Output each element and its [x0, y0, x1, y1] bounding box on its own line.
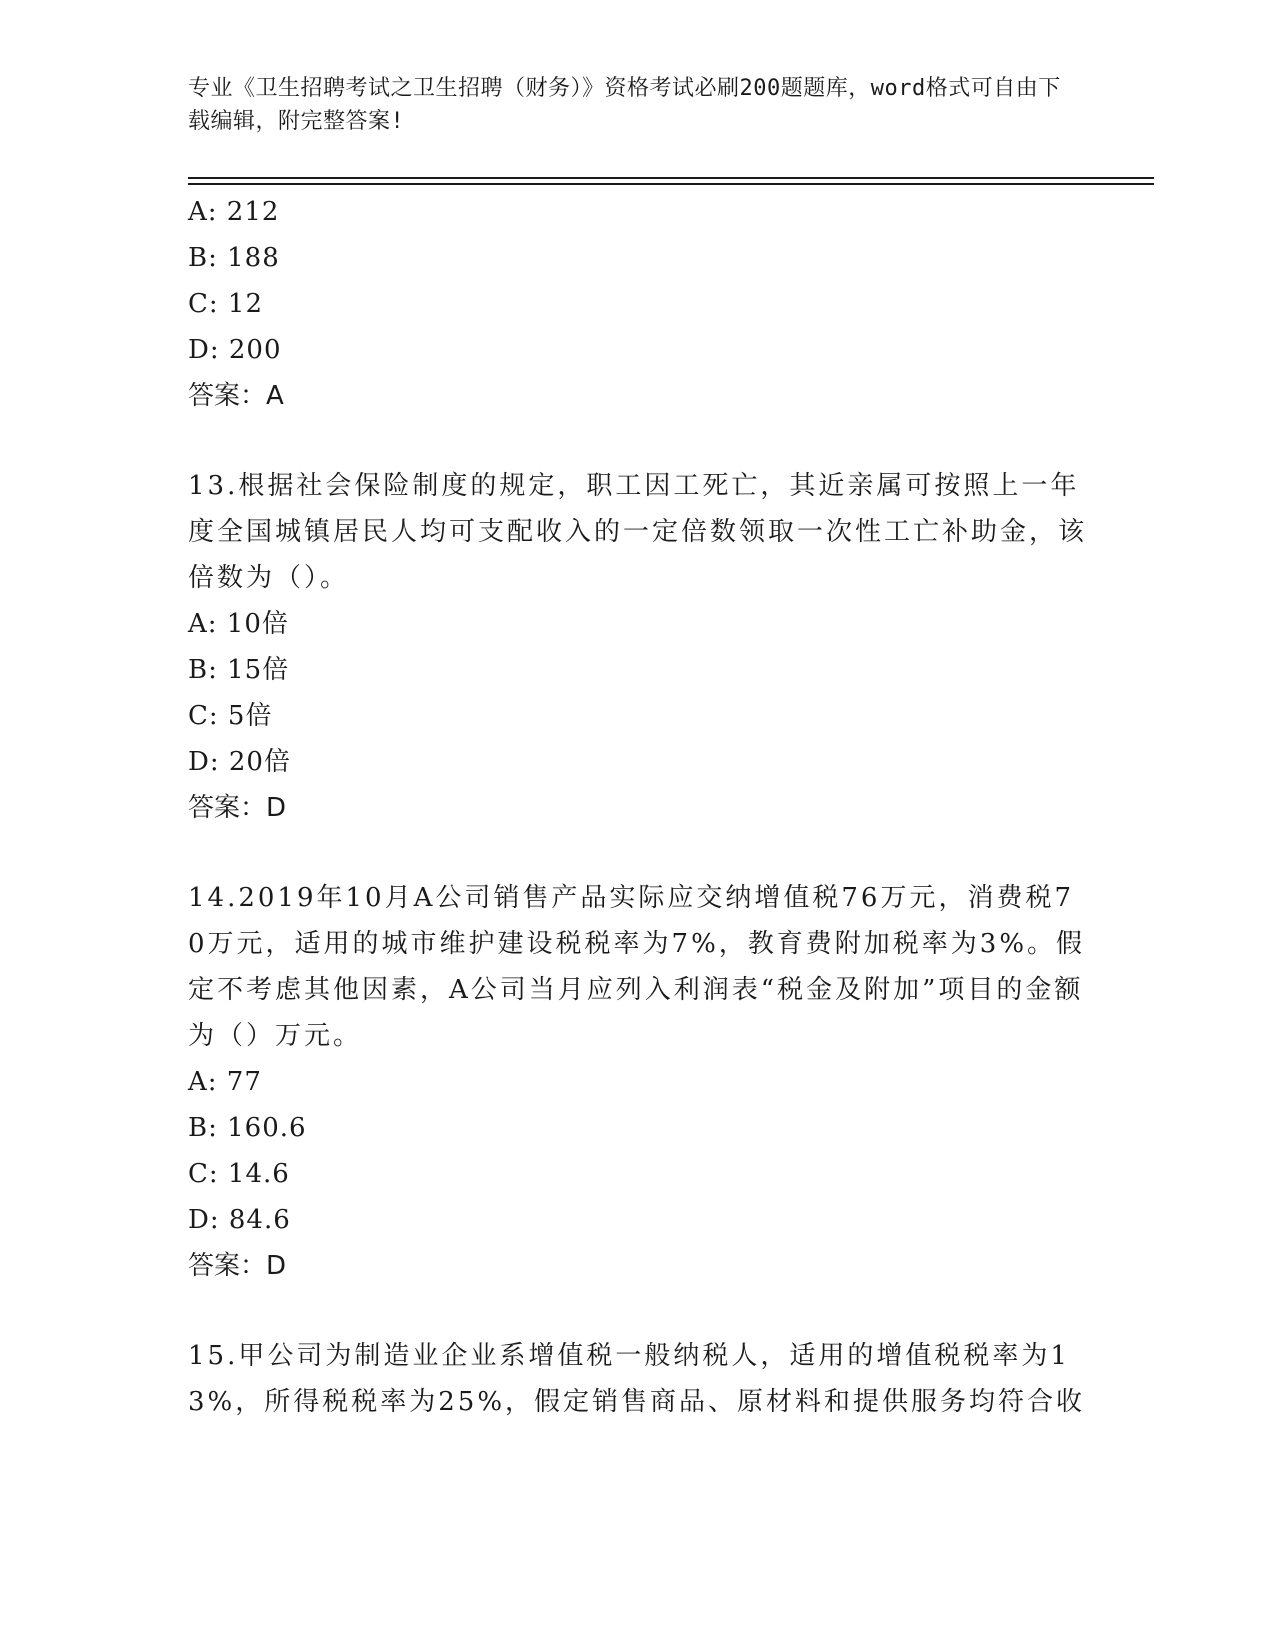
option-a: A: 77 — [188, 1067, 262, 1097]
question-14 — [188, 875, 1088, 1289]
option-c: C: 5倍 — [188, 701, 273, 731]
question-13 — [188, 463, 1088, 831]
option-a: A: 212 — [188, 197, 280, 227]
question-text: 15.甲公司为制造业企业系增值税一般纳税人，适用的增值税税率为13%，所得税税率为25%，假定销售商品、原材料和提供服务均符合收 — [188, 1341, 1086, 1417]
option-c: C: 14.6 — [188, 1159, 290, 1189]
option-a: A: 10倍 — [188, 609, 289, 639]
header-divider-bottom — [188, 183, 1154, 185]
option-d: D: 20倍 — [188, 747, 291, 777]
question-list — [188, 189, 1088, 1425]
option-b: B: 160.6 — [188, 1113, 307, 1143]
question-15 — [188, 1333, 1088, 1425]
question-text: 14.2019年10月A公司销售产品实际应交纳增值税76万元，消费税70万元，适用的城市维护建设税税率为7%，教育费附加税率为3%。假定不考虑其他因素，A公司当月应列入利润表“税金及附加”项目的金额为（）万元。 — [188, 883, 1086, 1051]
answer-line: 答案：A — [188, 381, 284, 411]
question-text: 13.根据社会保险制度的规定，职工因工死亡，其近亲属可按照上一年度全国城镇居民人均可支配收入的一定倍数领取一次性工亡补助金，该倍数为（）。 — [188, 471, 1088, 593]
prev-question — [188, 189, 1088, 419]
option-d: D: 84.6 — [188, 1205, 291, 1235]
option-c: C: 12 — [188, 289, 264, 319]
document-header: 专业《卫生招聘考试之卫生招聘（财务）》资格考试必刷200题题库，word格式可自由下载编辑，附完整答案! — [188, 76, 1061, 134]
answer-line: 答案：D — [188, 793, 287, 823]
answer-line: 答案：D — [188, 1251, 287, 1281]
option-b: B: 15倍 — [188, 655, 290, 685]
option-d: D: 200 — [188, 335, 282, 365]
option-b: B: 188 — [188, 243, 280, 273]
header-divider-top — [188, 177, 1154, 179]
